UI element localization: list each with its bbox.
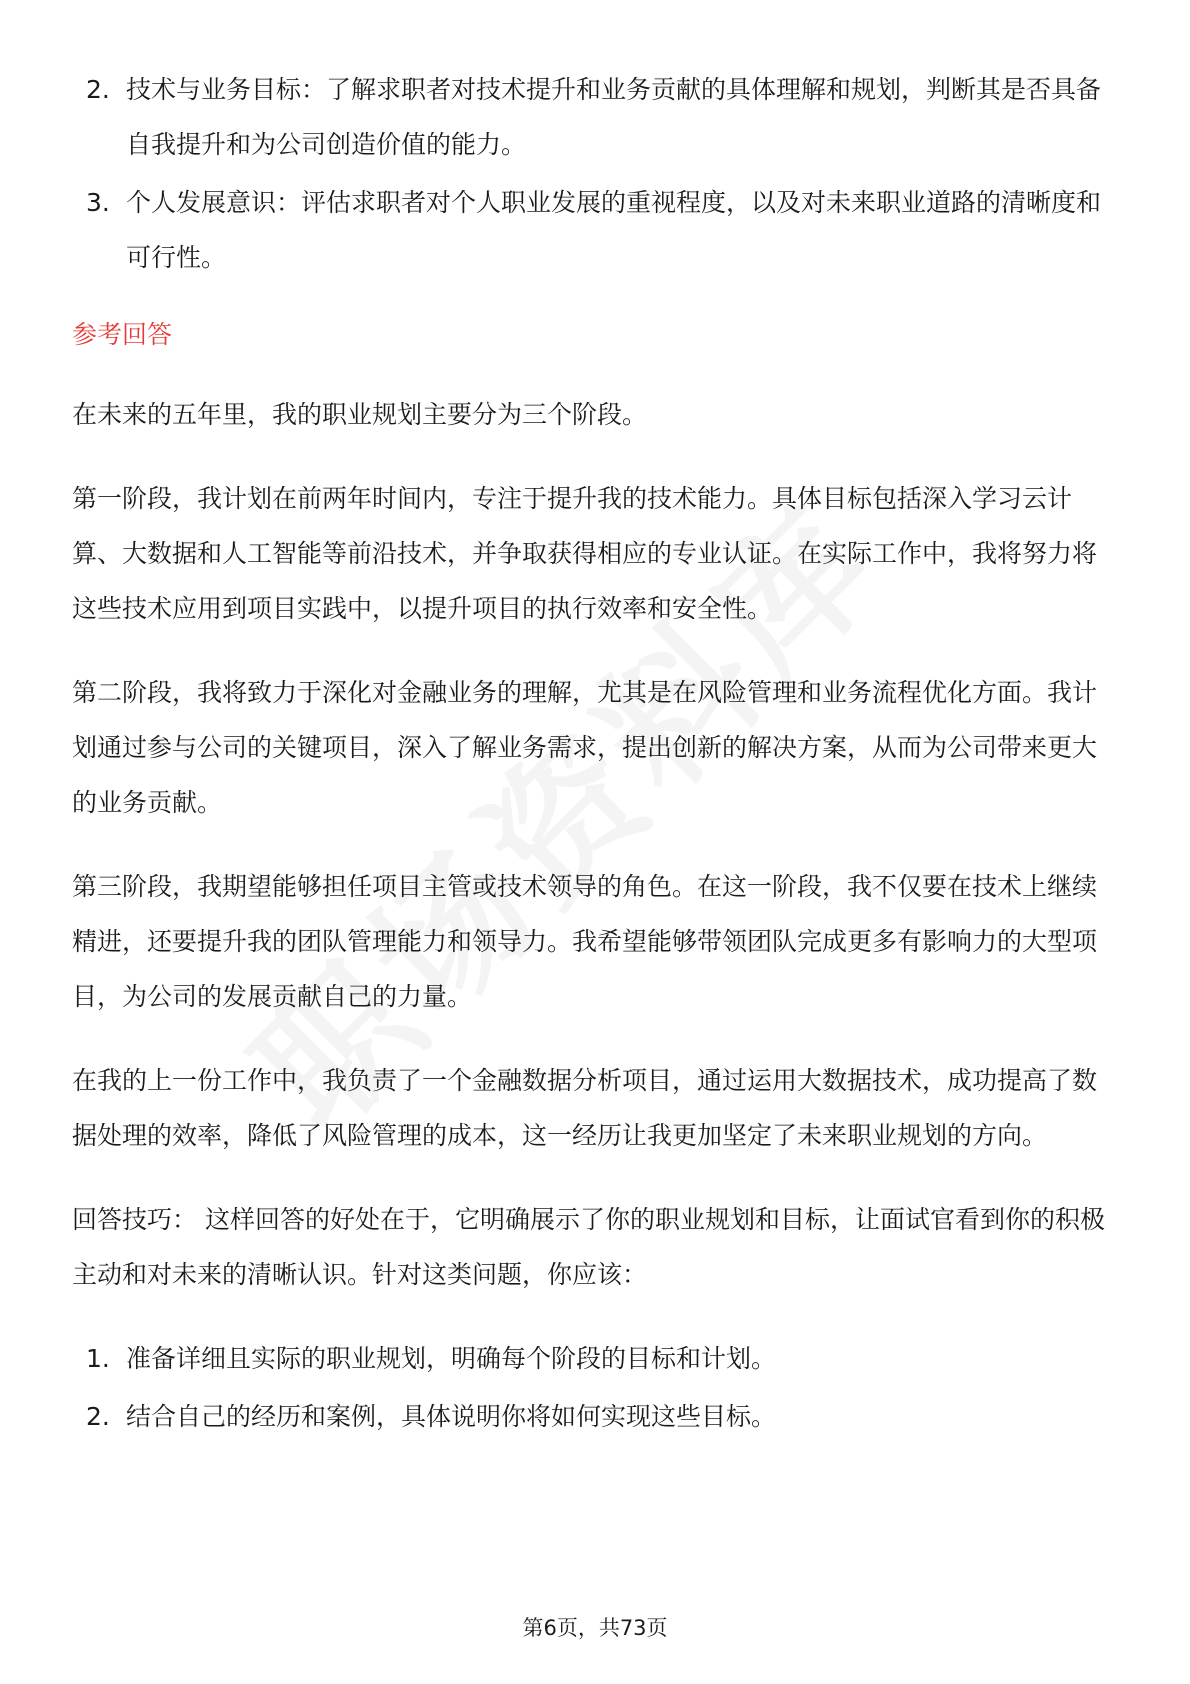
- list-item: [72, 62, 1120, 172]
- list-text: 技术与业务目标：了解求职者对技术提升和业务贡献的具体理解和规划，判断其是否具备自我提升和为公司创造价值的能力。: [126, 75, 1102, 159]
- section-title: 参考回答: [72, 320, 173, 349]
- page-number: 第6页，共73页: [522, 1616, 668, 1640]
- list-text: 结合自己的经历和案例，具体说明你将如何实现这些目标。: [126, 1402, 777, 1431]
- list-number: 2.: [86, 1402, 110, 1431]
- list-item: [72, 1331, 1120, 1386]
- document-body: [72, 62, 1120, 1447]
- list-item: [72, 1389, 1120, 1444]
- list-number: 3.: [86, 188, 110, 217]
- paragraph: 在我的上一份工作中，我负责了一个金融数据分析项目，通过运用大数据技术，成功提高了数据处理的效率，降低了风险管理的成本，这一经历让我更加坚定了未来职业规划的方向。: [72, 1066, 1098, 1150]
- list-number: 1.: [86, 1344, 110, 1373]
- list-item: [72, 175, 1120, 285]
- tips-list: [72, 1331, 1120, 1444]
- list-number: 2.: [86, 75, 110, 104]
- paragraph: 第三阶段，我期望能够担任项目主管或技术领导的角色。在这一阶段，我不仅要在技术上继续精进，还要提升我的团队管理能力和领导力。我希望能够带领团队完成更多有影响力的大型项目，为公司的发展贡献自己的力量。: [72, 872, 1098, 1011]
- paragraph: 在未来的五年里，我的职业规划主要分为三个阶段。: [72, 400, 648, 429]
- paragraph: 第二阶段，我将致力于深化对金融业务的理解，尤其是在风险管理和业务流程优化方面。我计划通过参与公司的关键项目，深入了解业务需求，提出创新的解决方案，从而为公司带来更大的业务贡献。: [72, 678, 1098, 817]
- tips-paragraph: 回答技巧： 这样回答的好处在于，它明确展示了你的职业规划和目标，让面试官看到你的积极主动和对未来的清晰认识。针对这类问题，你应该：: [72, 1205, 1105, 1289]
- list-text: 个人发展意识：评估求职者对个人职业发展的重视程度，以及对未来职业道路的清晰度和可行性。: [126, 188, 1102, 272]
- list-text: 准备详细且实际的职业规划，明确每个阶段的目标和计划。: [126, 1344, 777, 1373]
- paragraph: 第一阶段，我计划在前两年时间内，专注于提升我的技术能力。具体目标包括深入学习云计算、大数据和人工智能等前沿技术，并争取获得相应的专业认证。在实际工作中，我将努力将这些技术应用到项目实践中，以提升项目的执行效率和安全性。: [72, 484, 1098, 623]
